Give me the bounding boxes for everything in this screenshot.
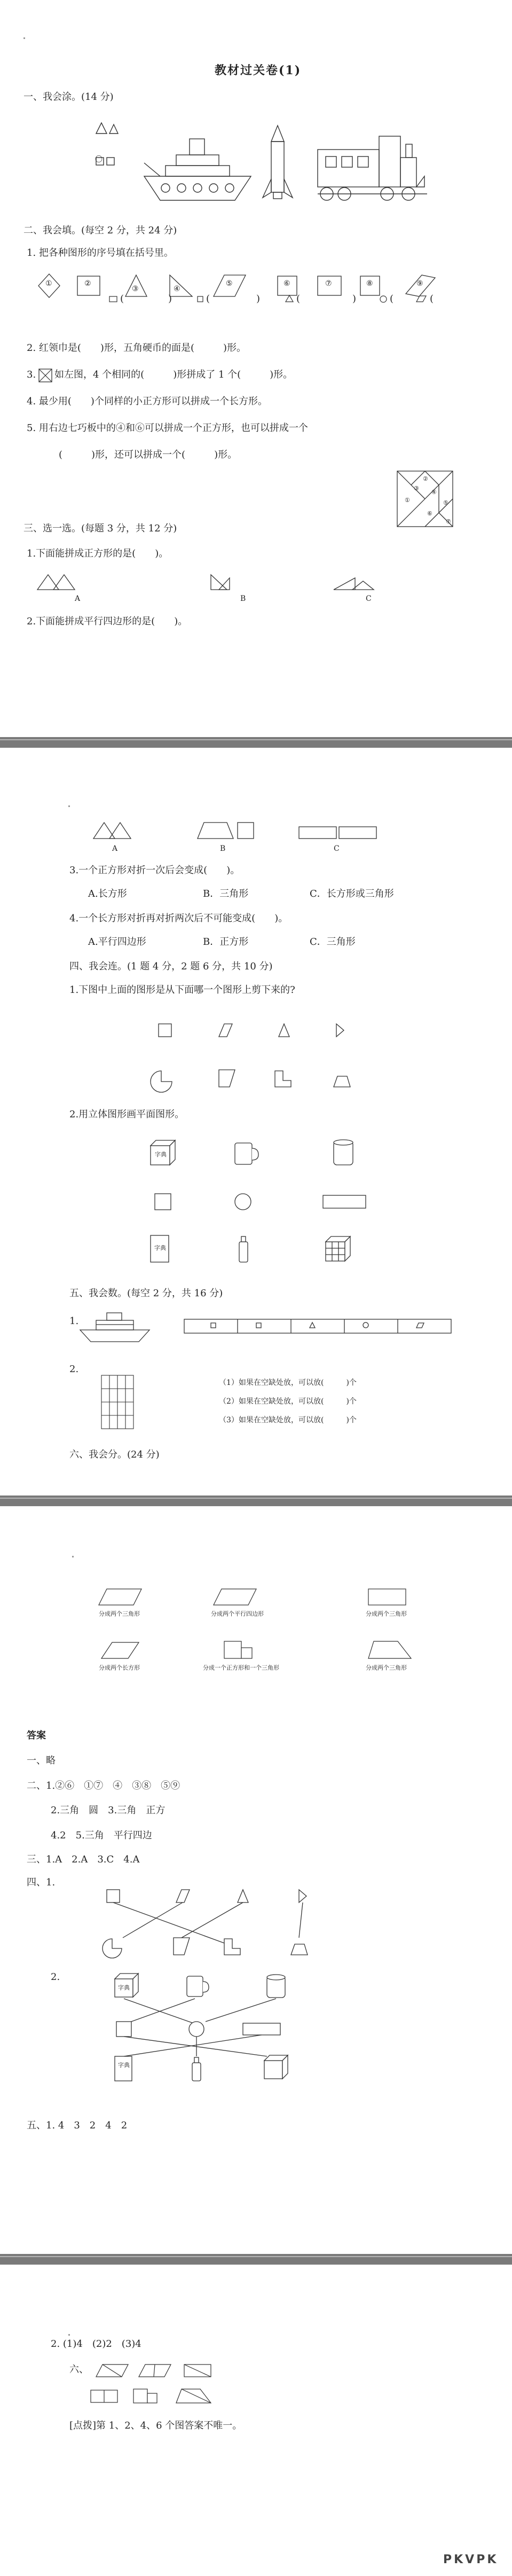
s3-q2-options xyxy=(0,817,512,844)
tangram-label-4: ④ xyxy=(431,489,437,496)
answers-title: 答案 xyxy=(27,1730,46,1741)
answer-5: 三、1.A 2.A 3.C 4.A xyxy=(27,1854,140,1865)
s3-q1-option-a: A xyxy=(75,594,81,603)
shape-label-2: ② xyxy=(84,279,91,288)
s3-q3-option-b: B．三角形 xyxy=(203,888,249,899)
square-with-diagonals-icon xyxy=(38,369,52,382)
shape-label-6: ⑥ xyxy=(283,279,290,288)
shape-label-3: ③ xyxy=(132,285,139,293)
answer-3: 2.三角 圆 3.三角 正方 xyxy=(51,1805,166,1816)
blank-close-3: ) xyxy=(352,293,357,304)
s5-q2-line-3: （3）如果在空缺处放 xyxy=(219,1416,291,1424)
s4-q2-solids-top xyxy=(0,1135,512,1172)
dict-label-answer-2: 字典 xyxy=(118,2062,130,2069)
page-separator-2 xyxy=(0,1496,512,1506)
s5-q2-line-2-tail: ，可以放( )个 xyxy=(291,1397,357,1406)
s5-q2-line-1: （1）如果在空缺处放 xyxy=(219,1379,291,1387)
answer-9: 2. (1)4 (2)2 (3)4 xyxy=(51,2338,141,2350)
caption-4: 分成两个长方形 xyxy=(99,1664,140,1671)
answer-4-1-matching xyxy=(0,1880,512,1960)
shape-label-4: ④ xyxy=(174,285,180,293)
s4-q2-plane-shapes xyxy=(0,1191,512,1212)
page-mark xyxy=(72,1556,74,1557)
s3-q4-option-c: C．三角形 xyxy=(310,936,356,948)
tangram-label-7: ⑦ xyxy=(446,518,451,525)
s2-question-4: 4. 最少用( )个同样的小正方形可以拼成一个长方形。 xyxy=(27,396,267,407)
answer-6: 四、1. xyxy=(27,1877,56,1888)
answer-2: 二、1.②⑥ ①⑦ ④ ③⑧ ⑤⑨ xyxy=(27,1780,180,1791)
s3-q2-option-b: B xyxy=(220,844,226,853)
s2-question-3-number: 3. xyxy=(27,369,36,380)
blank-open-3: ( xyxy=(296,293,301,304)
s5-question-2-number: 2. xyxy=(69,1364,79,1375)
s3-q1-option-b: B xyxy=(240,594,246,603)
coloring-picture xyxy=(0,115,512,211)
s3-q1-options xyxy=(0,571,512,593)
shape-label-5: ⑤ xyxy=(226,279,233,288)
answer-7: 2. xyxy=(51,1971,60,1983)
s3-question-4: 4.一个长方形对折再对折两次后不可能变成( )。 xyxy=(69,913,288,924)
tangram-label-5: ⑤ xyxy=(443,499,448,506)
page-separator-1 xyxy=(0,737,512,748)
blank-close-1: ) xyxy=(168,293,172,304)
exam-title: 教材过关卷(1) xyxy=(215,64,302,77)
section-3-heading: 三、选一选。(每题 3 分，共 12 分) xyxy=(23,523,177,534)
page-2 xyxy=(0,748,512,1496)
s5-q2-line-2: （2）如果在空缺处放 xyxy=(219,1397,291,1406)
s5-q2-line-3-tail: ，可以放( )个 xyxy=(291,1416,357,1424)
s2-question-3: 如左图，4 个相同的( )形拼成了 1 个( )形。 xyxy=(54,369,293,380)
page-4 xyxy=(0,2265,512,2576)
s3-q4-option-a: A.平行四边形 xyxy=(88,936,146,948)
shape-label-7: ⑦ xyxy=(325,279,332,288)
s2-question-5b: ( )形，还可以拼成一个( )形。 xyxy=(59,449,238,460)
answer-4: 4.2 5.三角 平行四边 xyxy=(51,1830,152,1841)
page-3 xyxy=(0,1506,512,2254)
s5-q2-line-1-tail: ，可以放( )个 xyxy=(291,1379,357,1387)
caption-6: 分成两个三角形 xyxy=(366,1664,407,1671)
s3-q3-option-a: A.长方形 xyxy=(88,888,127,899)
s3-question-2: 2.下面能拼成平行四边形的是( )。 xyxy=(27,616,188,627)
s3-q3-option-c: C．长方形或三角形 xyxy=(310,888,394,899)
page-mark xyxy=(68,2334,70,2336)
s3-q2-option-c: C xyxy=(334,844,340,853)
page-1 xyxy=(0,0,512,737)
tangram-label-6: ⑥ xyxy=(427,510,432,517)
s5-question-1-number: 1. xyxy=(69,1316,79,1327)
s4-question-2: 2.用立体图形画平面图形。 xyxy=(69,1109,185,1120)
s3-question-3: 3.一个正方形对折一次后会变成( )。 xyxy=(69,865,240,876)
s4-question-1: 1.下图中上面的图形是从下面哪一个图形上剪下来的? xyxy=(69,984,295,996)
dict-label-1: 字典 xyxy=(155,1151,167,1158)
answer-11: [点拨]第 1、2、4、6 个图答案不唯一。 xyxy=(69,2420,242,2431)
blank-close-2: ) xyxy=(256,293,261,304)
s4-q1-top-shapes xyxy=(0,1020,512,1042)
section-6-heading: 六、我会分。(24 分) xyxy=(69,1449,160,1460)
watermark: PKVPK xyxy=(443,2553,499,2566)
s2-question-1: 1. 把各种图形的序号填在括号里。 xyxy=(27,247,174,259)
blank-open-1: ( xyxy=(120,293,124,304)
caption-2: 分成两个平行四边形 xyxy=(211,1610,264,1617)
answer-1: 一、略 xyxy=(27,1755,56,1766)
page-mark xyxy=(68,805,70,807)
tangram-label-1: ① xyxy=(405,497,410,504)
answer-6-division-shapes xyxy=(0,2358,512,2411)
shape-label-8: ⑧ xyxy=(366,279,373,288)
page-mark xyxy=(23,37,25,39)
blank-open-4: ( xyxy=(390,293,394,304)
dict-label-answer-1: 字典 xyxy=(118,1984,130,1991)
answer-10: 六、 xyxy=(69,2364,89,2375)
s3-q4-option-b: B．正方形 xyxy=(203,936,249,948)
section-5-heading: 五、我会数。(每空 2 分，共 16 分) xyxy=(69,1288,223,1299)
division-shapes xyxy=(0,1584,512,1706)
blank-open-5: ( xyxy=(430,293,434,304)
tangram-label-3: ③ xyxy=(414,485,419,492)
shape-label-9: ⑨ xyxy=(416,279,423,288)
answer-4-2-matching xyxy=(0,1971,512,2104)
section-4-heading: 四、我会连。(1 题 4 分，2 题 6 分，共 10 分) xyxy=(69,961,273,972)
section-2-heading: 二、我会填。(每空 2 分，共 24 分) xyxy=(23,225,177,236)
tangram-label-2: ② xyxy=(423,475,428,482)
page-separator-3 xyxy=(0,2254,512,2265)
s5-q1-ship-and-table xyxy=(0,1309,512,1346)
section-1-heading: 一、我会涂。(14 分) xyxy=(23,91,114,103)
s5-q2-cube-stack xyxy=(99,1373,136,1431)
s3-q1-option-c: C xyxy=(366,594,372,603)
caption-1: 分成两个三角形 xyxy=(99,1610,140,1617)
s4-q1-bottom-shapes xyxy=(0,1066,512,1092)
caption-5: 分成一个正方形和一个三角形 xyxy=(203,1664,279,1671)
s3-q2-option-a: A xyxy=(112,844,118,853)
answer-8: 五、1. 4 3 2 4 2 xyxy=(27,2120,128,2131)
s3-question-1: 1.下面能拼成正方形的是( )。 xyxy=(27,548,169,559)
s2-question-5a: 5. 用右边七巧板中的④和⑥可以拼成一个正方形，也可以拼成一个 xyxy=(27,422,308,434)
s4-q2-solids-bottom xyxy=(0,1231,512,1269)
caption-3: 分成两个三角形 xyxy=(366,1610,407,1617)
shape-label-1: ① xyxy=(45,279,52,288)
blank-open-2: ( xyxy=(206,293,210,304)
dict-label-2: 字典 xyxy=(154,1244,166,1251)
s2-question-2: 2. 红领巾是( )形，五角硬币的面是( )形。 xyxy=(27,342,246,354)
legend-circle: 〇 xyxy=(95,155,103,164)
